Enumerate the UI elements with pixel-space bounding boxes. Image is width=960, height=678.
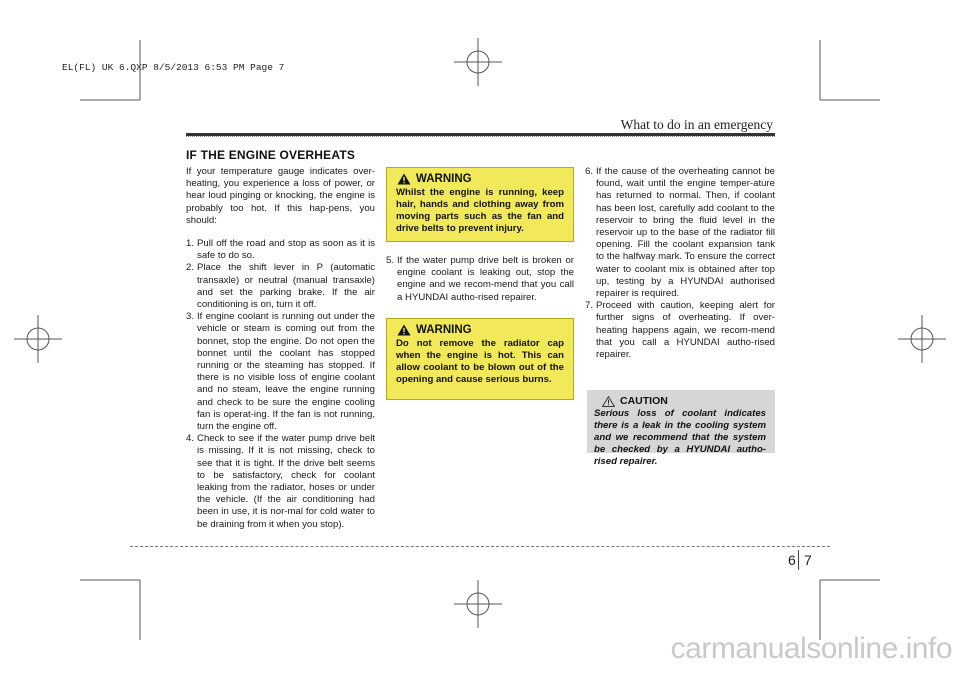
- list-number: 3.: [186, 311, 195, 323]
- list-item-7: [585, 300, 775, 361]
- registration-mark-bottom: [454, 580, 502, 628]
- caution-title: CAUTION: [620, 395, 668, 407]
- list-text: If the cause of the overheating cannot be found, wait until the engine temper-ature has returned to normal. Then, if coolant has been lost, carefully add coolant to the reservoir to bring the fluid level in the reservoir up to the base of the radiator fill opening. Fill the coolant expansion tank to the halfway mark. To ensure the correct water to coolant mix is obtained after top up, testing by a HYUNDAI authorised repairer is required.: [596, 166, 775, 300]
- warning-text: Whilst the engine is running, keep hair, hands and clothing away from moving parts such as the fan and drive belts to prevent injury.: [396, 187, 564, 234]
- warning-text: Do not remove the radiator cap when the engine is hot. This can allow coolant to be blown out of the opening and cause serious burns.: [396, 338, 564, 385]
- header-rule: [186, 133, 775, 136]
- caution-box: [587, 390, 775, 467]
- list-number: 1.: [186, 238, 195, 250]
- warning-title: WARNING: [416, 324, 472, 336]
- warning-box-fan: [386, 167, 574, 242]
- registration-mark-right: [898, 315, 946, 363]
- registration-mark-left: [14, 315, 62, 363]
- list-item-4: [186, 433, 375, 531]
- list-text: If engine coolant is running out under the vehicle or steam is coming out from the bonnet, stop the engine. Do not open the bonnet until the coolant has stopped running or the steaming has stopped. If there is no visible loss of engine coolant and no steam, leave the engine running and check to be sure the engine cooling fan is operat-ing. If the fan is not running, turn the engine off.: [197, 311, 375, 433]
- list-item-5: [386, 255, 574, 304]
- intro-paragraph: If your temperature gauge indicates over-heating, you experience a loss of power, or hear loud pinging or knocking, the engine is probably too hot. If this hap-pens, you should:: [186, 166, 375, 226]
- watermark: carmanualsonline.info: [670, 632, 952, 665]
- warning-box-radiator-cap: [386, 318, 574, 400]
- registration-mark-top: [454, 38, 502, 86]
- list-number: 7.: [585, 300, 594, 312]
- list-number: 5.: [386, 255, 395, 266]
- list-number: 6.: [585, 166, 594, 177]
- list-item-3: [186, 311, 375, 433]
- caution-triangle-icon: [602, 396, 615, 407]
- list-text: Place the shift lever in P (automatic transaxle) or neutral (manual transaxle) and set the parking brake. If the air conditioning is on, turn it off.: [197, 262, 375, 311]
- column-right: [585, 166, 775, 361]
- caution-header: [602, 395, 766, 407]
- list-item-1: [186, 238, 375, 262]
- page-number-divider: [798, 550, 799, 570]
- warning-title: WARNING: [416, 173, 472, 185]
- list-number: 2.: [186, 262, 195, 274]
- warning-header: [396, 324, 564, 336]
- section-title: IF THE ENGINE OVERHEATS: [186, 148, 356, 162]
- warning-header: [396, 173, 564, 185]
- list-text: Check to see if the water pump drive belt is missing. If it is not missing, check to see that it is tight. If the drive belt seems to be satisfactory, check for coolant leaking from the radiator, hoses or under the vehicle. (If the air conditioning had been in use, it is nor-mal for cold water to be draining from it when you stop).: [197, 433, 375, 530]
- printer-slug: EL(FL) UK 6.QXP 8/5/2013 6:53 PM Page 7: [62, 62, 285, 73]
- warning-triangle-icon: [397, 324, 411, 336]
- warning-triangle-icon: [397, 173, 411, 185]
- column-left: [186, 166, 375, 531]
- list-text: If the water pump drive belt is broken or engine coolant is leaking out, stop the engine and we recom-mend that you call a HYUNDAI autho-rised repairer.: [397, 255, 574, 303]
- column-middle: [386, 255, 574, 304]
- list-text: Proceed with caution, keeping alert for further signs of overheating. If over-heating happens again, we recom-mend that you call a HYUNDAI autho-rised repairer.: [596, 300, 775, 361]
- footer-rule: [130, 546, 830, 547]
- page-number: 7: [804, 552, 812, 568]
- list-number: 4.: [186, 433, 195, 445]
- chapter-number: 6: [788, 552, 796, 568]
- list-text: Pull off the road and stop as soon as it is safe to do so.: [197, 238, 375, 262]
- list-item-6: [585, 166, 775, 300]
- running-header-title: What to do in an emergency: [620, 117, 773, 132]
- list-item-2: [186, 262, 375, 311]
- caution-text: Serious loss of coolant indicates there is a leak in the cooling system and we recommend that the system be checked by a HYUNDAI autho-rised repairer.: [594, 408, 766, 467]
